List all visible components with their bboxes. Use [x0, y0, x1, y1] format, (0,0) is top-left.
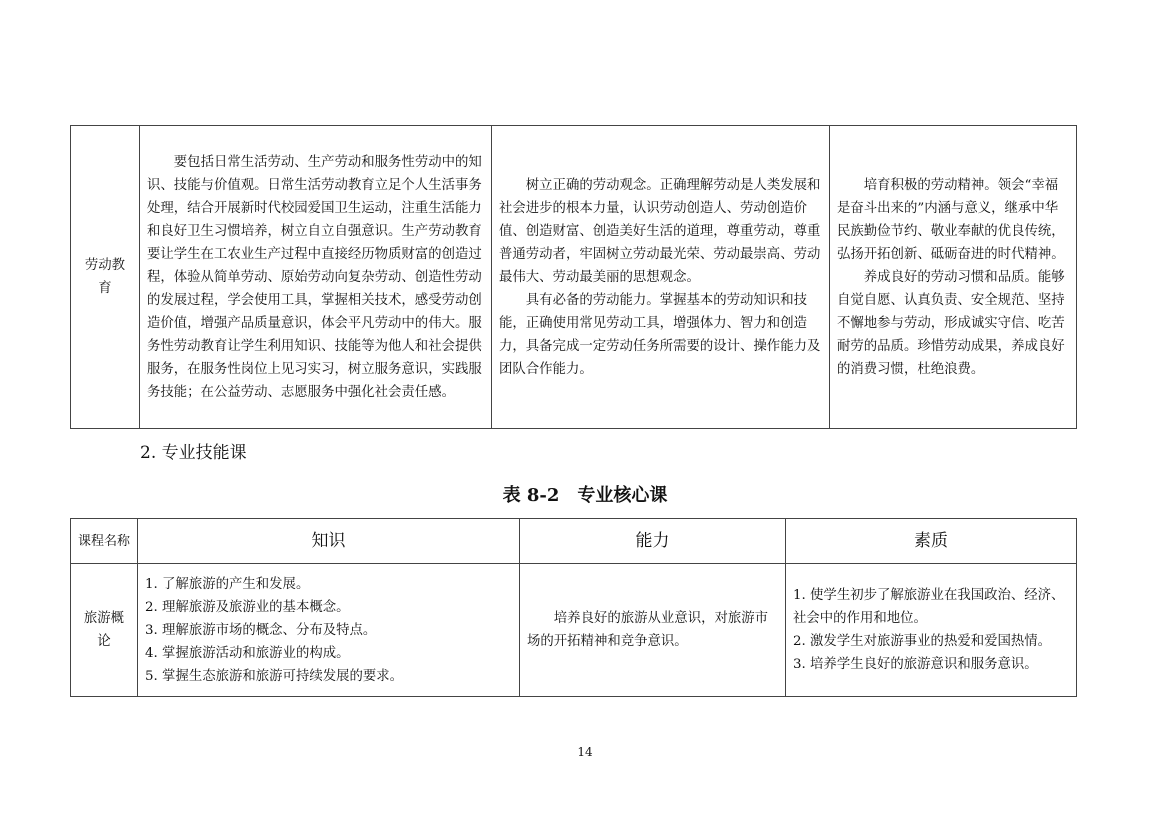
header-quality: 素质 — [786, 519, 1077, 564]
ability-cell — [520, 564, 786, 697]
list-item: 1. 了解旅游的产生和发展。 — [145, 576, 310, 592]
page-number: 14 — [577, 745, 593, 759]
quality-cell — [830, 126, 1077, 429]
list-item: 2. 激发学生对旅游事业的热爱和爱国热情。 — [793, 634, 1052, 649]
ability-cell — [492, 126, 830, 429]
course-name-line: 育 — [98, 281, 112, 296]
knowledge-text: 要包括日常生活劳动、生产劳动和服务性劳动中的知识、技能与价值观。日常生活劳动教育立足个人生活事务处理，结合开展新时代校园爱国卫生运动，注重生活能力和良好卫生习惯培养，树立自立自强意识。生产劳动教育要让学生在工农业生产过程中直接经历物质财富的创造过程，体验从简单劳动、原始劳动向复杂劳动、创造性劳动的发展过程，学会使用工具，掌握相关技术，感受劳动创造价值，增强产品质量意识，体会平凡劳动中的伟大。服务性劳动教育让学生利用知识、技能等为他人和社会提供服务，在服务性岗位上见习实习，树立服务意识，实践服务技能；在公益劳动、志愿服务中强化社会责任感。 — [147, 154, 482, 400]
list-item: 5. 掌握生态旅游和旅游可持续发展的要求。 — [145, 668, 404, 684]
core-course-table — [70, 518, 1077, 697]
ability-paragraph: 树立正确的劳动观念。正确理解劳动是人类发展和社会进步的根本力量，认识劳动创造人、劳动创造价值、创造财富、创造美好生活的道理，尊重劳动，尊重普通劳动者，牢固树立劳动最光荣、劳动最崇高、劳动最伟大、劳动最美丽的思想观念。 — [499, 177, 821, 285]
ability-text: 培养良好的旅游从业意识，对旅游市场的开拓精神和竞争意识。 — [527, 611, 769, 649]
header-knowledge: 知识 — [138, 519, 520, 564]
list-item: 1. 使学生初步了解旅游业在我国政治、经济、社会中的作用和地位。 — [793, 588, 1065, 626]
course-name-line: 论 — [97, 634, 111, 649]
quality-list — [793, 584, 1069, 676]
quality-cell — [786, 564, 1077, 697]
table-row — [71, 126, 1077, 429]
header-row — [71, 519, 1077, 564]
labor-education-table — [70, 125, 1077, 429]
course-name-line: 旅游概 — [83, 611, 125, 626]
knowledge-cell — [138, 564, 520, 697]
list-item: 4. 掌握旅游活动和旅游业的构成。 — [145, 645, 350, 661]
quality-paragraph: 培育积极的劳动精神。领会“幸福是奋斗出来的”内涵与意义，继承中华民族勤俭节约、敬业奉献的优良传统，弘扬开拓创新、砥砺奋进的时代精神。 — [837, 177, 1065, 262]
table-caption: 表 8-2 专业核心课 — [502, 485, 668, 506]
course-name-cell — [71, 126, 140, 429]
ability-paragraph: 具有必备的劳动能力。掌握基本的劳动知识和技能，正确使用常见劳动工具，增强体力、智力和创造力，具备完成一定劳动任务所需要的设计、操作能力及团队合作能力。 — [499, 292, 821, 377]
course-name-cell — [71, 564, 138, 697]
knowledge-cell — [140, 126, 492, 429]
list-item: 3. 理解旅游市场的概念、分布及特点。 — [145, 622, 377, 638]
course-name-line: 劳动教 — [84, 258, 126, 273]
list-item: 3. 培养学生良好的旅游意识和服务意识。 — [793, 657, 1038, 672]
knowledge-list — [145, 573, 512, 688]
quality-paragraph: 养成良好的劳动习惯和品质。能够自觉自愿、认真负责、安全规范、坚持不懈地参与劳动，形成诚实守信、吃苦耐劳的品质。珍惜劳动成果，养成良好的消费习惯，杜绝浪费。 — [837, 269, 1065, 377]
table-row — [71, 564, 1077, 697]
header-course-name: 课程名称 — [71, 519, 138, 564]
list-item: 2. 理解旅游及旅游业的基本概念。 — [145, 599, 350, 615]
header-ability: 能力 — [520, 519, 786, 564]
section-heading: 2. 专业技能课 — [140, 443, 247, 463]
